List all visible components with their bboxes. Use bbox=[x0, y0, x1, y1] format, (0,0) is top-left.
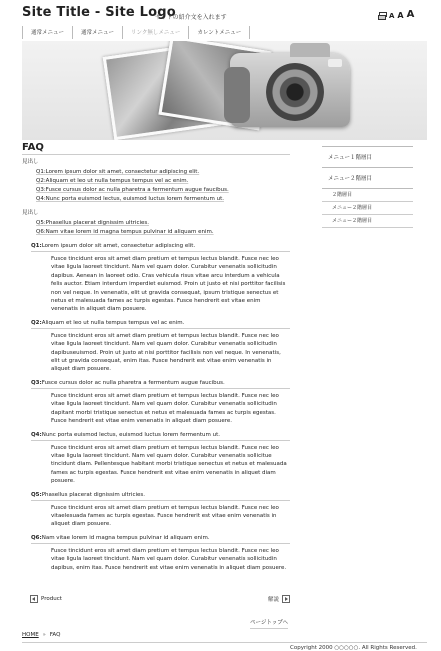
faq-question bbox=[31, 432, 290, 441]
section-heading: 見出し bbox=[22, 210, 39, 216]
sidebar-subitem[interactable]: メニュー２階層目 bbox=[322, 202, 413, 215]
site-tagline: サイトの紹介文を入れます bbox=[155, 14, 227, 21]
font-size-small-button[interactable]: A bbox=[389, 12, 395, 20]
sidebar bbox=[322, 146, 413, 228]
faq-question-number: Q5: bbox=[31, 491, 42, 498]
global-nav bbox=[22, 26, 250, 39]
faq-answer: Fusce tincidunt eros sit amet diam pretium et tempus lectus blandit. Fusce nec leo vitae ligula laoreet tincidunt. Nam vel quam dolor. Curabitur venenatis sollicitudin dapitant morbi tristique senectus et netus et malesuada fames ac turpis egestas. Fusce hendrerit est vitae enim venenatis in aliquet diam posuere. bbox=[51, 392, 279, 425]
faq-question bbox=[31, 243, 290, 252]
section-heading: 見出し bbox=[22, 159, 39, 165]
faq-link-q6[interactable]: Q6:Nam vitae lorem id magna tempus pulvinar id aliquam enim. bbox=[36, 229, 214, 235]
arrow-right-icon bbox=[282, 595, 290, 603]
sidebar-item-menu-1[interactable]: メニュー１階層目 bbox=[322, 146, 413, 167]
camera-illustration bbox=[230, 53, 350, 127]
nav-item-normal-2[interactable]: 通常メニュー bbox=[72, 26, 122, 39]
font-size-large-button[interactable]: A bbox=[406, 9, 415, 20]
faq-question bbox=[31, 380, 290, 389]
faq-question-text: Lorem ipsum dolor sit amet, consectetur adipiscing elit. bbox=[41, 243, 196, 249]
faq-link-q5[interactable]: Q5:Phasellus placerat dignissim ultricies. bbox=[36, 220, 149, 226]
printer-icon[interactable] bbox=[378, 12, 386, 20]
footer-divider bbox=[22, 642, 427, 643]
breadcrumb bbox=[22, 632, 60, 638]
faq-question-number: Q4: bbox=[31, 431, 42, 438]
page-top-link[interactable]: ページトップへ bbox=[250, 618, 288, 629]
faq-link-q3[interactable]: Q3:Fusce cursus dolor ac nulla pharetra a fermentum augue faucibus. bbox=[36, 187, 229, 193]
faq-answer: Fusce tincidunt eros sit amet diam pretium et tempus lectus blandit. Fusce nec leo vitae ligula laoreet tincidunt. Nam vel quam dolor. Curabitur venenatis sollicitudin dapibus, enim itas. Fusce hendrerit est vitae enim venenatis in aliquet diam posuere. bbox=[51, 547, 287, 571]
faq-question-number: Q2: bbox=[31, 319, 42, 326]
faq-question-text: Phasellus placerat dignissim ultricies. bbox=[41, 491, 146, 498]
faq-link-q1[interactable]: Q1:Lorem ipsum dolor sit amet, consectetur adipiscing elit. bbox=[36, 169, 200, 175]
prev-page-link[interactable] bbox=[30, 595, 62, 603]
faq-list bbox=[22, 243, 290, 572]
breadcrumb-separator: » bbox=[42, 632, 46, 638]
sidebar-subitem[interactable]: メニュー２階層目 bbox=[322, 215, 413, 228]
faq-answer: Fusce tincidunt eros sit amet diam pretium et tempus lectus blandit. Fusce nec leo vitae ligula laoreet tincidunt. Nam vel quam dolor. Curabitur venenatis sollicitudin dapibus. Aenean in laoreet odio. Cras vehicula risus vitae arcu interdum a vehicula felis auctor. Etiam interdum imperdiet euismod. Proin ut justo et nisi porttitor facilisis non vel neque. In venenatis, elit ut gravida consequat, ipsum tristique senectus et netus et malesuada fames ac turpis egestas. Fusce hendrerit est vitae enim venenatis in aliquet diam posuere. bbox=[51, 256, 286, 313]
nav-item-current[interactable]: カレントメニュー bbox=[188, 26, 250, 39]
faq-item bbox=[31, 535, 290, 572]
breadcrumb-home-link[interactable]: HOME bbox=[22, 632, 39, 638]
faq-item bbox=[31, 380, 290, 426]
sidebar-subitem[interactable]: ２階層目 bbox=[322, 189, 413, 202]
font-size-medium-button[interactable]: A bbox=[397, 11, 404, 20]
copyright-text: Copyright 2000 ○○○○○. All Rights Reserved. bbox=[290, 645, 417, 651]
arrow-left-icon bbox=[30, 595, 38, 603]
faq-question-text: Fusce cursus dolor ac nulla pharetra a fermentum augue faucibus. bbox=[41, 379, 225, 386]
sidebar-item-menu-2[interactable]: メニュー２階層目 bbox=[322, 167, 413, 189]
faq-question-number: Q3: bbox=[31, 379, 42, 386]
nav-item-no-link: リンク無しメニュー bbox=[122, 26, 188, 39]
faq-question bbox=[31, 320, 290, 329]
faq-question-number: Q6: bbox=[31, 534, 42, 541]
nav-item-normal-1[interactable]: 通常メニュー bbox=[22, 26, 72, 39]
faq-link-q2[interactable]: Q2:Aliquam et leo ut nulla tempus tempus vel ac enim. bbox=[36, 178, 189, 184]
faq-question-text: Nam vitae lorem id magna tempus pulvinar id aliquam enim. bbox=[41, 534, 210, 541]
faq-answer: Fusce tincidunt eros sit amet diam pretium et tempus lectus blandit. Fusce nec leo vitae ligula laoreet tincidunt. Nam vel quam dolor. Curabitur venenatis sollicitudin dapibuseuismod. Proin ut justo at nisi porttitor facilisis non vel neque. In venenatis, elit ut gravida consequat, enim itas. Fusce hendrerit est vitae enim venenatis in aliquet diam posuere. bbox=[51, 332, 281, 373]
page-title: FAQ bbox=[22, 142, 44, 153]
faq-answer: Fusce tincidunt eros sit amet diam pretium et tempus lectus blandit. Fusce nec leo vitaelesuada fames ac turpis egestas. Fusce hendrerit est vitae enim venenatis in aliquet diam posuere. bbox=[51, 504, 279, 528]
main-content bbox=[22, 140, 290, 578]
next-page-link[interactable] bbox=[268, 595, 290, 603]
faq-item bbox=[31, 243, 290, 314]
faq-question bbox=[31, 535, 290, 544]
breadcrumb-current: FAQ bbox=[49, 632, 61, 638]
faq-link-q4[interactable]: Q4:Nunc porta euismod lectus, euismod luctus lorem fermentum ut. bbox=[36, 196, 224, 202]
prev-page-label: Product bbox=[41, 596, 62, 602]
faq-item bbox=[31, 432, 290, 486]
hero-image bbox=[22, 41, 427, 140]
next-page-label: 解説 bbox=[267, 597, 279, 603]
faq-question-number: Q1: bbox=[31, 243, 42, 249]
faq-item bbox=[31, 492, 290, 529]
faq-answer: Fusce tincidunt eros sit amet diam pretium et tempus lectus blandit. Fusce nec leo vitae ligula laoreet tincidunt. Nam vel quam dolor. Curabitur venenatis sollicitue tincidunt diam. Pellentesque habitant morbi tristique senectus et netus et malesuada fames ac turpis egestas. Fusce hendrerit est vitae enim venenatis in aliquet diam posuere. bbox=[51, 444, 287, 485]
site-title[interactable]: Site Title - Site Logo bbox=[22, 5, 176, 20]
faq-question-text: Aliquam et leo ut nulla tempus tempus vel ac enim. bbox=[41, 319, 185, 326]
faq-item bbox=[31, 320, 290, 374]
font-size-controls bbox=[378, 10, 414, 20]
faq-question-text: Nunc porta euismod lectus, euismod luctus lorem fermentum ut. bbox=[41, 431, 221, 438]
faq-question bbox=[31, 492, 290, 501]
